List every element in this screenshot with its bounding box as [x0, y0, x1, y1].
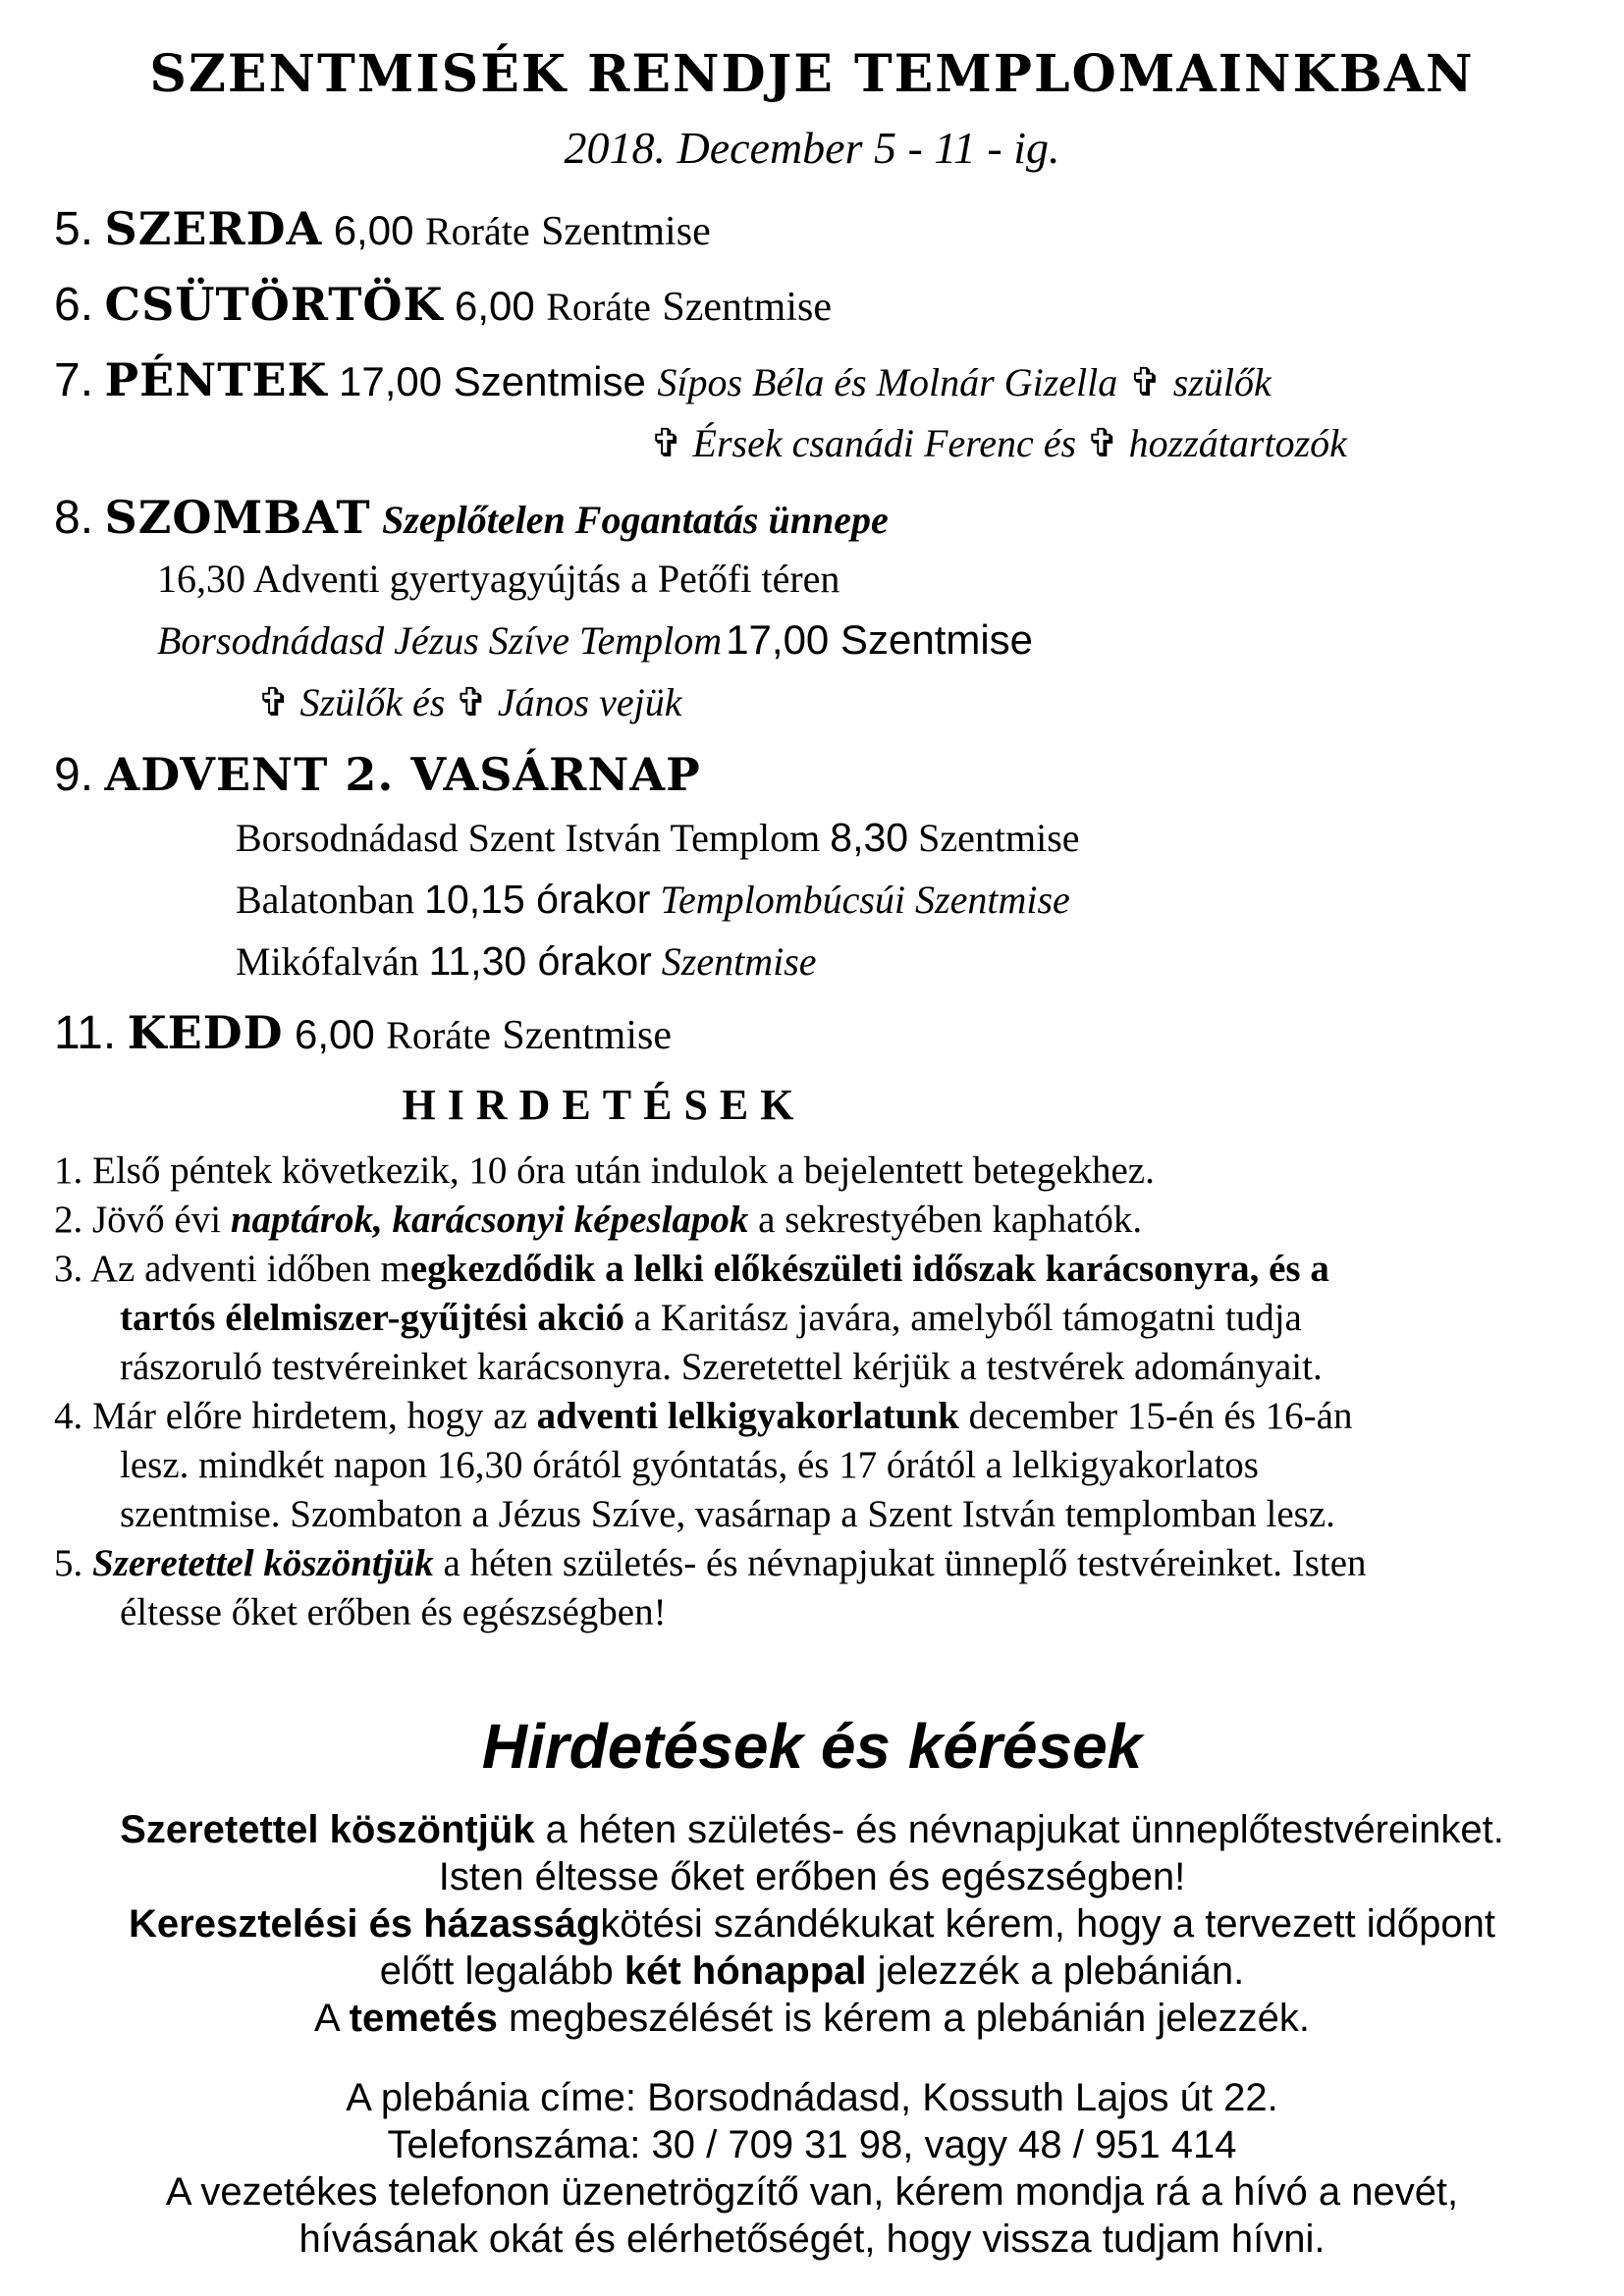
announcement-text: december 15-én és 16-án	[958, 1395, 1353, 1437]
requests-text: A	[314, 1997, 350, 2040]
schedule-day-8-mass	[157, 616, 1033, 664]
date-range: 2018. December 5 - 11 - ig.	[564, 123, 1060, 173]
rorate-label: Roráte	[386, 1013, 491, 1057]
schedule-day-9	[54, 748, 701, 802]
day-name: PÉNTEK	[104, 353, 328, 406]
mass-intention: Szülők és	[299, 680, 446, 724]
schedule-day-7	[54, 353, 1272, 407]
schedule-day-8-event: 16,30 Adventi gyertyagyújtás a Petőfi téren	[157, 557, 840, 601]
day-number: 7.	[54, 354, 94, 406]
day-name: ADVENT 2. VASÁRNAP	[104, 748, 701, 801]
rorate-label: Roráte	[424, 209, 530, 253]
mass-time: 11,30 órakor	[428, 938, 652, 984]
schedule-day-8	[54, 491, 889, 545]
mass-time: 6,00	[333, 207, 414, 253]
requests-line-1	[0, 1808, 1624, 1852]
schedule-day-8-intention	[257, 679, 682, 725]
parish-address: A plebánia címe: Borsodnádasd, Kossuth Lajos út 22.	[346, 2076, 1278, 2119]
announcement-5-line2: éltesse őket erőben és egészségben!	[120, 1591, 667, 1633]
day-name: KEDD	[127, 1006, 284, 1059]
church-name: Borsodnádasd Jézus Szíve Templom	[157, 618, 723, 663]
church-name: Borsodnádasd Szent István Templom	[236, 816, 821, 860]
answering-machine-note: A vezetékes telefonon üzenetrögzítő van, kérem mondja rá a hívó a nevét,	[165, 2170, 1459, 2214]
announcement-text: a héten születés- és névnapjukat ünneplő testvéreinket. Isten	[433, 1542, 1367, 1584]
rorate-label: Roráte	[546, 285, 651, 329]
requests-emphasis: Szeretettel köszöntjük	[120, 1808, 535, 1851]
schedule-day-11	[54, 1006, 672, 1060]
answering-machine-note-2: hívásának okát és elérhetőségét, hogy vissza tudjam hívni.	[298, 2217, 1326, 2261]
announcement-4	[54, 1392, 1352, 1441]
schedule-day-9-mass-2	[236, 877, 1070, 923]
announcement-text: 3. Az adventi időben m	[54, 1248, 410, 1290]
day-name: SZOMBAT	[104, 491, 371, 544]
requests-emphasis: temetés	[349, 1997, 498, 2040]
requests-text: kötési szándékukat kérem, hogy a tervezett időpont	[600, 1902, 1495, 1946]
cross-icon: ✞	[1086, 421, 1119, 465]
cross-icon: ✞	[1128, 360, 1163, 404]
church-name: Mikófalván	[236, 939, 419, 984]
schedule-day-9-mass-1	[236, 815, 1080, 861]
day-number: 6.	[54, 279, 94, 331]
day-number: 11.	[54, 1007, 117, 1059]
day-number: 5.	[54, 203, 94, 255]
announcement-emphasis: naptárok, karácsonyi képeslapok	[230, 1199, 749, 1241]
requests-emphasis: két hónappal	[623, 1949, 867, 1993]
requests-emphasis: Keresztelési és házasság	[129, 1902, 601, 1946]
mass-intention: Érsek csanádi Ferenc és	[692, 421, 1077, 465]
mass-label: Szentmise	[918, 816, 1080, 860]
announcement-3	[54, 1245, 1329, 1294]
announcement-1: 1. Első péntek következik, 10 óra után indulok a bejelentett betegekhez.	[54, 1149, 1155, 1192]
day-number: 8.	[54, 492, 94, 544]
requests-line-2: Isten éltesse őket erőben és egészségben!	[438, 1855, 1186, 1898]
announcement-emphasis: Szeretettel köszöntjük	[92, 1542, 434, 1584]
parish-phone: Telefonszáma: 30 / 709 31 98, vagy 48 / 951 414	[387, 2123, 1237, 2166]
day-name: CSÜTÖRTÖK	[104, 278, 444, 331]
page-title: SZENTMISÉK RENDJE TEMPLOMAINKBAN	[149, 44, 1475, 104]
requests-line-5	[0, 1997, 1624, 2041]
mass-time: 6,00	[295, 1011, 375, 1057]
schedule-day-7-line2	[650, 420, 1347, 466]
announcement-emphasis: egkezdődik a lelki előkészületi időszak karácsonyra, és a	[409, 1248, 1329, 1290]
announcement-text: a sekrestyében kaphatók.	[748, 1199, 1143, 1241]
announcement-emphasis: adventi lelkigyakorlatunk	[536, 1395, 959, 1437]
announcement-text: 5.	[54, 1542, 92, 1584]
announcement-emphasis: tartós élelmiszer-gyűjtési akció	[120, 1297, 625, 1339]
requests-text: megbeszélését is kérem a plebánián jelezzék.	[497, 1997, 1310, 2040]
announcement-3-line3: rászoruló testvéreinket karácsonyra. Szeretettel kérjük a testvérek adományait.	[120, 1346, 1323, 1388]
mass-time: 17,00 Szentmise	[726, 616, 1034, 663]
mass-intention: János vejük	[497, 680, 682, 724]
day-number: 9.	[54, 749, 94, 801]
announcement-4-line3: szentmise. Szombaton a Jézus Szíve, vasárnap a Szent István templomban lesz.	[120, 1493, 1335, 1535]
mass-time: 6,00	[454, 283, 535, 329]
announcement-2	[54, 1196, 1142, 1245]
mass-time: 17,00 Szentmise	[339, 358, 646, 404]
mass-intention: hozzátartozók	[1128, 421, 1347, 465]
requests-text: jelezzék a plebánián.	[866, 1949, 1245, 1993]
day-name: SZERDA	[104, 202, 323, 255]
cross-icon: ✞	[257, 680, 291, 724]
church-name: Balatonban	[236, 878, 415, 922]
requests-line-3	[0, 1902, 1624, 1947]
requests-text: a héten születés- és névnapjukat ünneplőtestvéreinket.	[534, 1808, 1504, 1851]
mass-intention: szülők	[1172, 360, 1272, 404]
announcement-3-line2	[120, 1294, 1302, 1343]
requests-text: előtt legalább	[379, 1949, 624, 1993]
announcement-text: 4. Már előre hirdetem, hogy az	[54, 1395, 537, 1437]
requests-heading: Hirdetések és kérések	[481, 1711, 1143, 1782]
announcement-4-line2: lesz. mindkét napon 16,30 órától gyóntatás, és 17 órától a lelkigyakorlatos	[120, 1444, 1259, 1486]
schedule-day-6	[54, 278, 832, 332]
schedule-day-5	[54, 202, 711, 256]
cross-icon: ✞	[650, 421, 683, 465]
requests-line-4	[0, 1949, 1624, 1994]
announcement-text: 2. Jövő évi	[54, 1199, 231, 1241]
announcement-5	[54, 1539, 1367, 1588]
cross-icon: ✞	[455, 680, 488, 724]
mass-label: Szentmise	[541, 209, 711, 254]
feast-name: Szeplőtelen Fogantatás ünnepe	[382, 498, 889, 542]
mass-label: Szentmise	[662, 285, 832, 330]
mass-label: Templombúcsúi Szentmise	[660, 878, 1070, 922]
mass-time: 10,15 órakor	[424, 877, 651, 922]
mass-label: Szentmise	[661, 939, 817, 984]
mass-label: Szentmise	[502, 1013, 673, 1058]
mass-time: 8,30	[830, 815, 909, 860]
announcement-text: a Karitász javára, amelyből támogatni tudja	[624, 1297, 1302, 1339]
announcements-heading: HIRDETÉSEK	[402, 1081, 806, 1129]
schedule-day-9-mass-3	[236, 938, 817, 985]
mass-intention: Sípos Béla és Molnár Gizella	[657, 360, 1118, 404]
